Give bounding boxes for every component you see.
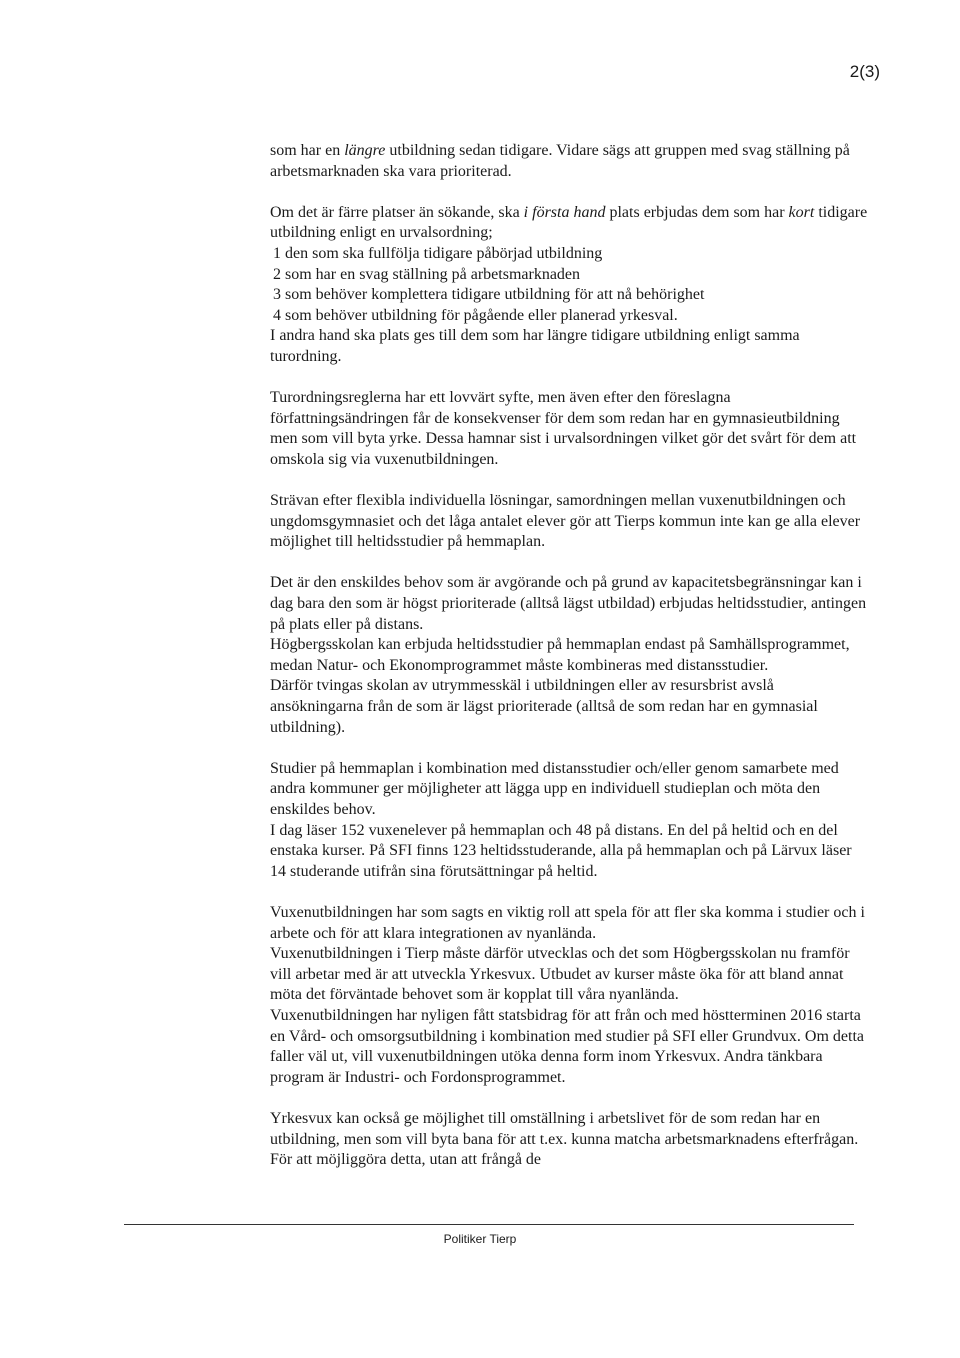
emphasis-text: längre — [344, 142, 386, 159]
paragraph-6-line-2: I dag läser 152 vuxenelever på hemmaplan och 48 på distans. En del på heltid och en del enstaka kurser. På SFI finns 123 heltidsstuderande, alla på hemmaplan och på Lärvux läser 14 studerande utifrån sina förutsättningar på heltid. — [270, 821, 852, 880]
paragraph-4: Strävan efter flexibla individuella lösningar, samordningen mellan vuxenutbildningen och ungdomsgymnasiet och det låga antalet elever gör att Tierps kommun inte kan ge alla elever möjlighet till heltidsstudier på hemmaplan. — [270, 492, 861, 551]
paragraph-6-line-1: Studier på hemmaplan i kombination med distansstudier och/eller genom samarbete med andra kommuner ger möjligheter att lägga upp en individuell studieplan och möta den enskildes behov. — [270, 759, 839, 818]
footer-text: Politiker Tierp — [443, 1232, 517, 1246]
priority-item-3: 3 som behöver komplettera tidigare utbildning för att nå behörighet — [273, 286, 705, 304]
paragraph-5-line-1: Det är den enskildes behov som är avgörande och på grund av kapacitetsbegränsningar kan i dag bara den som är högst prioriterade (alltså lägst utbildad) erbjudas heltidsstudier, antingen på plats eller på distans. — [270, 574, 867, 633]
paragraph-2-tail: I andra hand ska plats ges till dem som har längre tidigare utbildning enligt samma turordning. — [270, 327, 800, 365]
text-run: plats erbjudas dem som har — [605, 203, 789, 221]
paragraph-7-line-2: Vuxenutbildningen i Tierp måste därför utvecklas och det som Högbergsskolan nu framför vill arbetar med är att utveckla Yrkesvux. Utbudet av kurser måste öka för att bland annat möta det förväntade behovet som är kopplat till våra nyanlända. — [270, 945, 850, 1004]
text-run: tidigare utbildning enligt en urvalsordning; — [270, 203, 868, 242]
priority-item-2: 2 som har en svag ställning på arbetsmarknaden — [273, 265, 581, 283]
paragraph-5-line-3: Därför tvingas skolan av utrymmesskäl i utbildningen eller av resursbrist avslå ansökningarna från de som är lägst prioriterade (alltså de som redan har en gymnasial utbildning). — [270, 677, 818, 736]
paragraph-2 — [270, 203, 870, 244]
paragraph-5-line-2: Högbergsskolan kan erbjuda heltidsstudier på hemmaplan endast på Samhällsprogrammet, medan Natur- och Ekonomprogrammet måste kombineras med distansstudier. — [270, 636, 850, 674]
text-run: utbildning sedan tidigare. Vidare sägs att gruppen med svag ställning på arbetsmarknaden ska vara prioriterad. — [270, 142, 850, 180]
priority-item-4: 4 som behöver utbildning för pågående eller planerad yrkesval. — [273, 306, 678, 324]
emphasis-text: kort — [788, 203, 815, 221]
document-body — [270, 141, 870, 1171]
page-number: 2(3) — [849, 62, 880, 81]
text-run: Om det är färre platser än sökande, ska — [270, 203, 524, 221]
paragraph-8: Yrkesvux kan också ge möjlighet till omställning i arbetslivet för de som redan har en utbildning, men som vill byta bana för att t.ex. kunna matcha arbetsmarknadens efterfrågan. För att möjliggöra detta, utan att frångå de — [270, 1109, 859, 1169]
priority-item-1: 1 den som ska fullfölja tidigare påbörjad utbildning — [273, 244, 603, 262]
footer-divider — [124, 1224, 854, 1225]
paragraph-1 — [270, 141, 870, 182]
text-run: som har en — [270, 142, 345, 159]
paragraph-7-line-3: Vuxenutbildningen har nyligen fått statsbidrag för att från och med höstterminen 2016 starta en Vård- och omsorgsutbildning i kombination med studier på SFI eller Grundvux. Om detta faller väl ut, vill vuxenutbildningen utöka denna form inom Yrkesvux. Andra tänkbara program är Industri- och Fordonsprogrammet. — [270, 1006, 864, 1086]
paragraph-7-line-1: Vuxenutbildningen har som sagts en viktig roll att spela för att fler ska komma i studier och i arbete och för att klara integrationen av nyanlända. — [270, 903, 865, 942]
emphasis-text: i första hand — [523, 203, 606, 221]
paragraph-3: Turordningsreglerna har ett lovvärt syfte, men även efter den föreslagna författningsändringen får de konsekvenser för dem som redan har en gymnasieutbildning men som vill byta yrke. Dessa hamnar sist i urvalsordningen vilket gör det svårt för dem att omskola sig via vuxenutbildningen. — [270, 389, 857, 468]
